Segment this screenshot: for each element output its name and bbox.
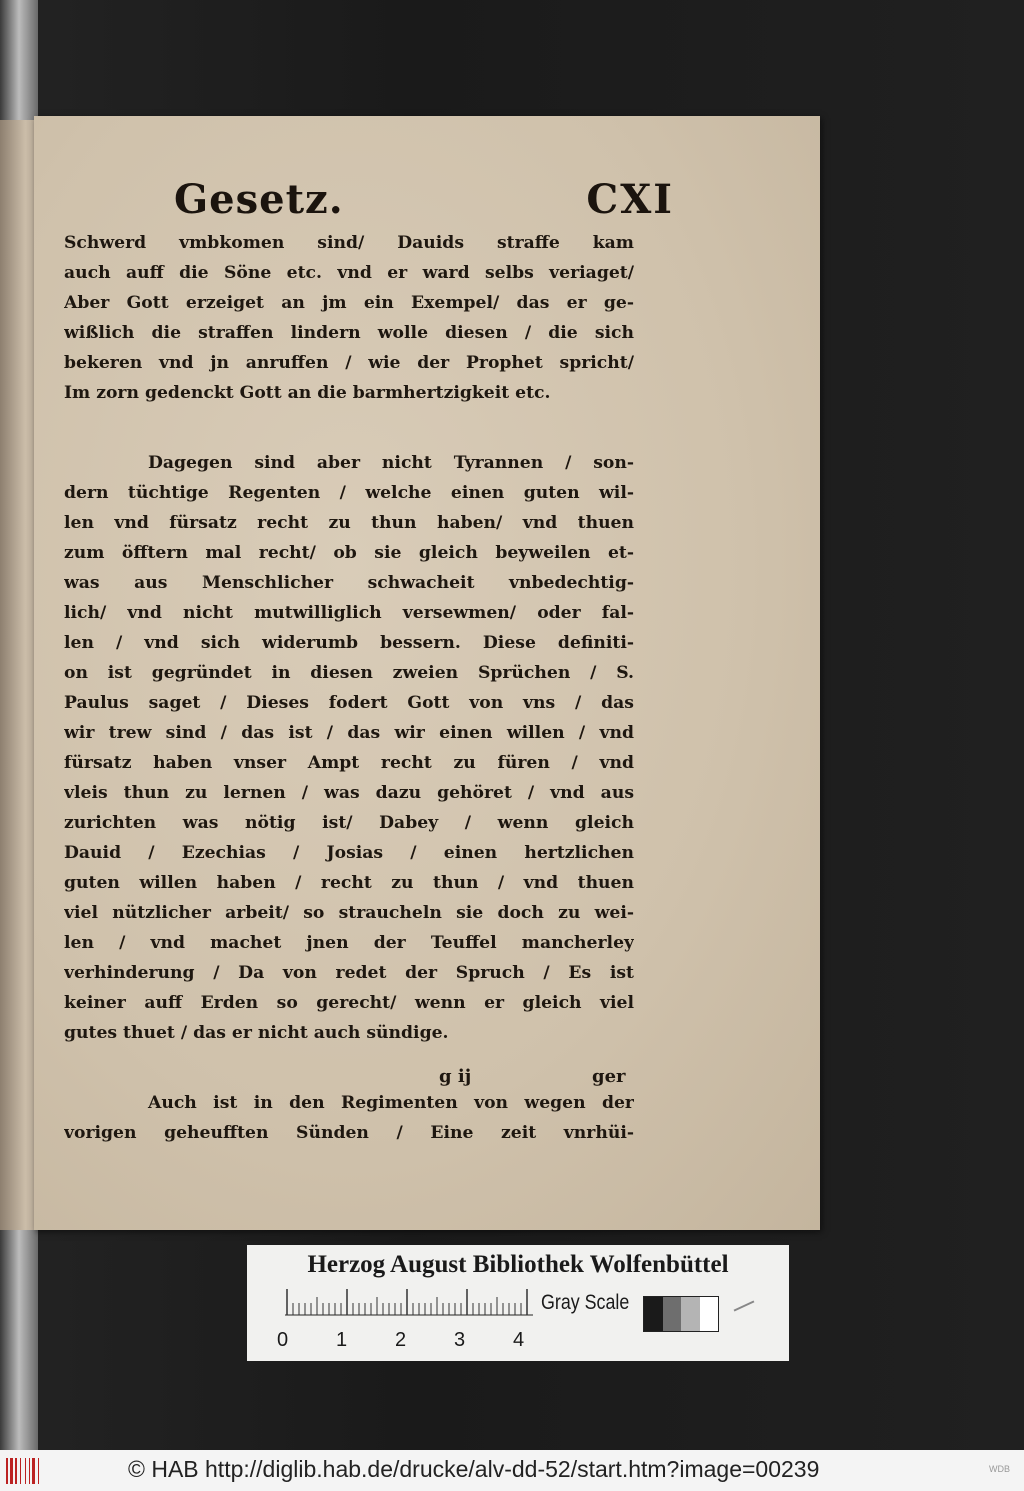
text-line: dern tüchtige Regenten / welche einen guten wil- — [64, 483, 634, 503]
catchword: ger — [592, 1066, 626, 1087]
text-line: lich/ vnd nicht mutwilliglich versewmen/ oder fal- — [64, 603, 634, 623]
text-line: len / vnd machet jnen der Teuffel mancherley — [64, 933, 634, 953]
footer-mark: WDB — [989, 1464, 1010, 1474]
gray-scale-pointer — [734, 1300, 755, 1311]
gray-scale-label: Gray Scale — [541, 1291, 630, 1314]
running-head — [174, 176, 674, 236]
gray-scale-swatch — [681, 1297, 700, 1331]
library-color-card — [247, 1245, 789, 1361]
text-line: Schwerd vmbkomen sind/ Dauids straffe kam — [64, 233, 634, 253]
paragraph-gap — [64, 1048, 634, 1088]
text-line: Auch ist in den Regimenten von wegen der — [148, 1093, 634, 1113]
ruler-number: 0 — [277, 1329, 289, 1351]
barcode-bar — [15, 1458, 17, 1484]
paragraph-gap — [64, 408, 634, 448]
footer-bar — [0, 1450, 1024, 1491]
text-line: was aus Menschlicher schwacheit vnbedechtig- — [64, 573, 634, 593]
text-line: viel nützlicher arbeit/ so straucheln sie doch zu wei- — [64, 903, 634, 923]
gray-scale-swatch — [700, 1297, 719, 1331]
gray-scale-swatch — [644, 1297, 663, 1331]
text-line: Aber Gott erzeiget an jm ein Exempel/ das er ge- — [64, 293, 634, 313]
text-line: wir trew sind / das ist / das wir einen willen / vnd — [64, 723, 634, 743]
text-line: auch auff die Söne etc. vnd er ward selbs veriaget/ — [64, 263, 634, 283]
ruler-number: 3 — [454, 1329, 466, 1351]
text-block — [64, 228, 634, 1148]
text-line: Dagegen sind aber nicht Tyrannen / son- — [148, 453, 634, 473]
text-line: guten willen haben / recht zu thun / vnd thuen — [64, 873, 634, 893]
text-line: Im zorn gedenckt Gott an die barmhertzigkeit etc. — [64, 383, 551, 403]
text-line: on ist gegründet in diesen zweien Sprüchen / S. — [64, 663, 634, 683]
ruler-numbers — [277, 1329, 537, 1353]
ruler-number: 4 — [513, 1329, 525, 1351]
text-line: vleis thun zu lernen / was dazu gehöret / vnd aus — [64, 783, 634, 803]
text-line: keiner auff Erden so gerecht/ wenn er gleich viel — [64, 993, 634, 1013]
ruler-ticks — [285, 1287, 533, 1331]
signature-mark: g ij — [439, 1066, 472, 1087]
ruler-number: 1 — [336, 1329, 348, 1351]
barcode-bar — [10, 1458, 13, 1484]
gray-scale-swatch — [663, 1297, 682, 1331]
measurement-ruler — [285, 1287, 533, 1331]
folio-number: CXI — [586, 176, 674, 223]
barcode-bar — [38, 1458, 39, 1484]
barcode-bar — [20, 1458, 21, 1484]
copyright-url[interactable]: © HAB http://diglib.hab.de/drucke/alv-dd-52/start.htm?image=00239 — [128, 1456, 820, 1482]
text-line: fürsatz haben vnser Ampt recht zu füren / vnd — [64, 753, 634, 773]
text-line: verhinderung / Da von redet der Spruch / Es ist — [64, 963, 634, 983]
barcode-logo-icon — [6, 1458, 46, 1484]
previous-leaf-edge — [0, 120, 36, 1230]
book-page — [34, 116, 820, 1230]
barcode-bar — [29, 1458, 30, 1484]
library-name: Herzog August Bibliothek Wolfenbüttel — [307, 1251, 729, 1278]
text-line: vorigen geheufften Sünden / Eine zeit vnrhüi- — [64, 1123, 634, 1143]
barcode-bar — [32, 1458, 35, 1484]
text-line: Dauid / Ezechias / Josias / einen hertzlichen — [64, 843, 634, 863]
text-line: zurichten was nötig ist/ Dabey / wenn gleich — [64, 813, 634, 833]
text-line: gutes thuet / das er nicht auch sündige. — [64, 1023, 449, 1043]
running-head-title: Gesetz. — [174, 176, 344, 223]
gray-scale-patch — [643, 1296, 719, 1332]
text-line: len vnd fürsatz recht zu thun haben/ vnd thuen — [64, 513, 634, 533]
text-line: len / vnd sich widerumb bessern. Diese definiti- — [64, 633, 634, 653]
text-line: bekeren vnd jn anruffen / wie der Prophet spricht/ — [64, 353, 634, 373]
text-line: Paulus saget / Dieses fodert Gott von vns / das — [64, 693, 634, 713]
barcode-bar — [25, 1458, 26, 1484]
text-line: zum öfftern mal recht/ ob sie gleich beyweilen et- — [64, 543, 634, 563]
ruler-number: 2 — [395, 1329, 407, 1351]
barcode-bar — [6, 1458, 8, 1484]
text-line: wißlich die straffen lindern wolle diesen / die sich — [64, 323, 634, 343]
